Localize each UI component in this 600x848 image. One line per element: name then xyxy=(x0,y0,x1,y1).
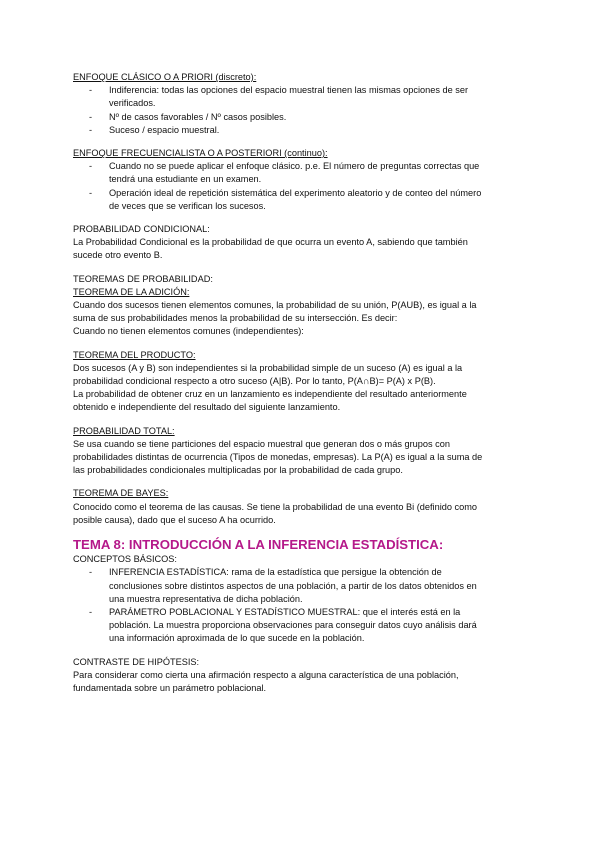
list-item-line: - Suceso / espacio muestral. xyxy=(109,124,220,135)
section-heading: ENFOQUE FRECUENCIALISTA O A POSTERIORI (continuo): xyxy=(73,148,328,159)
bullet-list xyxy=(73,160,523,213)
paragraph-line: probabilidad condicional respecto a otro suceso (A|B). Por lo tanto, P(A∩B)= P(A) x P(B). xyxy=(73,376,436,387)
paragraph-line: fundamentada sobre un parámetro poblacional. xyxy=(73,682,267,693)
list-item-line: - Nº de casos favorables / Nº casos posibles. xyxy=(109,111,287,122)
list-item-line: verificados. xyxy=(109,98,156,109)
section-heading: PROBABILIDAD CONDICIONAL: xyxy=(73,224,210,235)
paragraph-line: Para considerar como cierta una afirmación respecto a alguna característica de una población, xyxy=(73,669,459,680)
subsection-heading: TEOREMA DE LA ADICIÓN: xyxy=(73,286,190,297)
section-enfoque-frecuencialista xyxy=(73,147,523,213)
list-item xyxy=(73,111,523,124)
list-item-line: una muestra representativa de dicha población. xyxy=(109,593,303,604)
list-item-line: conclusiones sobre distintos aspectos de una población, a partir de los datos obtenidos en xyxy=(109,580,477,591)
list-item xyxy=(73,566,523,606)
list-item-line: - Operación ideal de repetición sistemática del experimento aleatorio y de conteo del número xyxy=(109,187,482,198)
section-heading: TEOREMA DE BAYES: xyxy=(73,488,169,499)
list-item-line: de veces que se verifican los sucesos. xyxy=(109,200,266,211)
paragraph-line: Dos sucesos (A y B) son independientes si la probabilidad simple de un suceso (A) es igual a la xyxy=(73,362,463,373)
section-probabilidad-total xyxy=(73,425,523,478)
section-teoremas xyxy=(73,273,523,339)
list-item-line: - Cuando no se puede aplicar el enfoque clásico. p.e. El número de preguntas correctas que xyxy=(109,161,480,172)
list-item-line: una información aproximada de lo que sucede en la población. xyxy=(109,633,365,644)
list-item xyxy=(73,124,523,137)
paragraph-line: obtenido e independiente del resultado del siguiente lanzamiento. xyxy=(73,402,341,413)
paragraph-line: Cuando no tienen elementos comunes (independientes): xyxy=(73,326,304,337)
list-item xyxy=(73,84,523,110)
section-heading: ENFOQUE CLÁSICO O A PRIORI (discreto): xyxy=(73,72,257,82)
section-heading: TEOREMA DEL PRODUCTO: xyxy=(73,349,196,360)
paragraph-line: posible causa), dado que el suceso A ha ocurrido. xyxy=(73,514,276,525)
section-tema-8 xyxy=(73,537,523,645)
paragraph-line: sucede otro evento B. xyxy=(73,250,163,261)
paragraph-line: las probabilidades condicionales multiplicadas por la probabilidad de cada grupo. xyxy=(73,465,403,476)
list-item xyxy=(73,606,523,646)
list-item-line: población. La muestra proporciona observaciones para conseguir datos cuyo análisis dará xyxy=(109,620,477,631)
section-heading: CONTRASTE DE HIPÓTESIS: xyxy=(73,656,200,667)
list-item-line: - INFERENCIA ESTADÍSTICA: rama de la estadística que persigue la obtención de xyxy=(109,567,442,578)
list-item xyxy=(73,160,523,186)
paragraph-line: La Probabilidad Condicional es la probabilidad de que ocurra un evento A, sabiendo que también xyxy=(73,237,468,248)
bullet-list xyxy=(73,566,523,645)
paragraph-line: Se usa cuando se tiene particiones del espacio muestral que generan dos o más grupos con xyxy=(73,438,450,449)
chapter-title: TEMA 8: INTRODUCCIÓN A LA INFERENCIA ESTADÍSTICA: xyxy=(73,537,444,553)
section-heading: TEOREMAS DE PROBABILIDAD: xyxy=(73,273,213,284)
bullet-list xyxy=(73,84,523,137)
list-item xyxy=(73,187,523,213)
section-producto xyxy=(73,349,523,415)
section-enfoque-clasico xyxy=(73,71,523,137)
document-page xyxy=(73,71,523,695)
paragraph-line: probabilidades distintas de ocurrencia (Tipos de monedas, empresas). La P(A) es igual a la suma de xyxy=(73,452,483,463)
list-item-line: - Indiferencia: todas las opciones del espacio muestral tienen las mismas opciones de ser xyxy=(109,85,469,96)
section-heading: CONCEPTOS BÁSICOS: xyxy=(73,554,177,565)
paragraph-line: suma de sus probabilidades menos la probabilidad de su intersección. Es decir: xyxy=(73,313,398,324)
section-contraste xyxy=(73,656,523,696)
list-item-line: tendrá una estudiante en un examen. xyxy=(109,174,262,185)
paragraph-line: La probabilidad de obtener cruz en un lanzamiento es independiente del resultado anteriormente xyxy=(73,389,467,400)
paragraph-line: Cuando dos sucesos tienen elementos comunes, la probabilidad de su unión, P(AUB), es igual a la xyxy=(73,300,477,311)
paragraph-line: Conocido como el teorema de las causas. Se tiene la probabilidad de una evento Bi (definido como xyxy=(73,501,477,512)
section-heading: PROBABILIDAD TOTAL: xyxy=(73,425,175,436)
list-item-line: - PARÁMETRO POBLACIONAL Y ESTADÍSTICO MUESTRAL: que el interés está en la xyxy=(109,606,461,617)
section-bayes xyxy=(73,487,523,527)
section-probabilidad-condicional xyxy=(73,223,523,263)
